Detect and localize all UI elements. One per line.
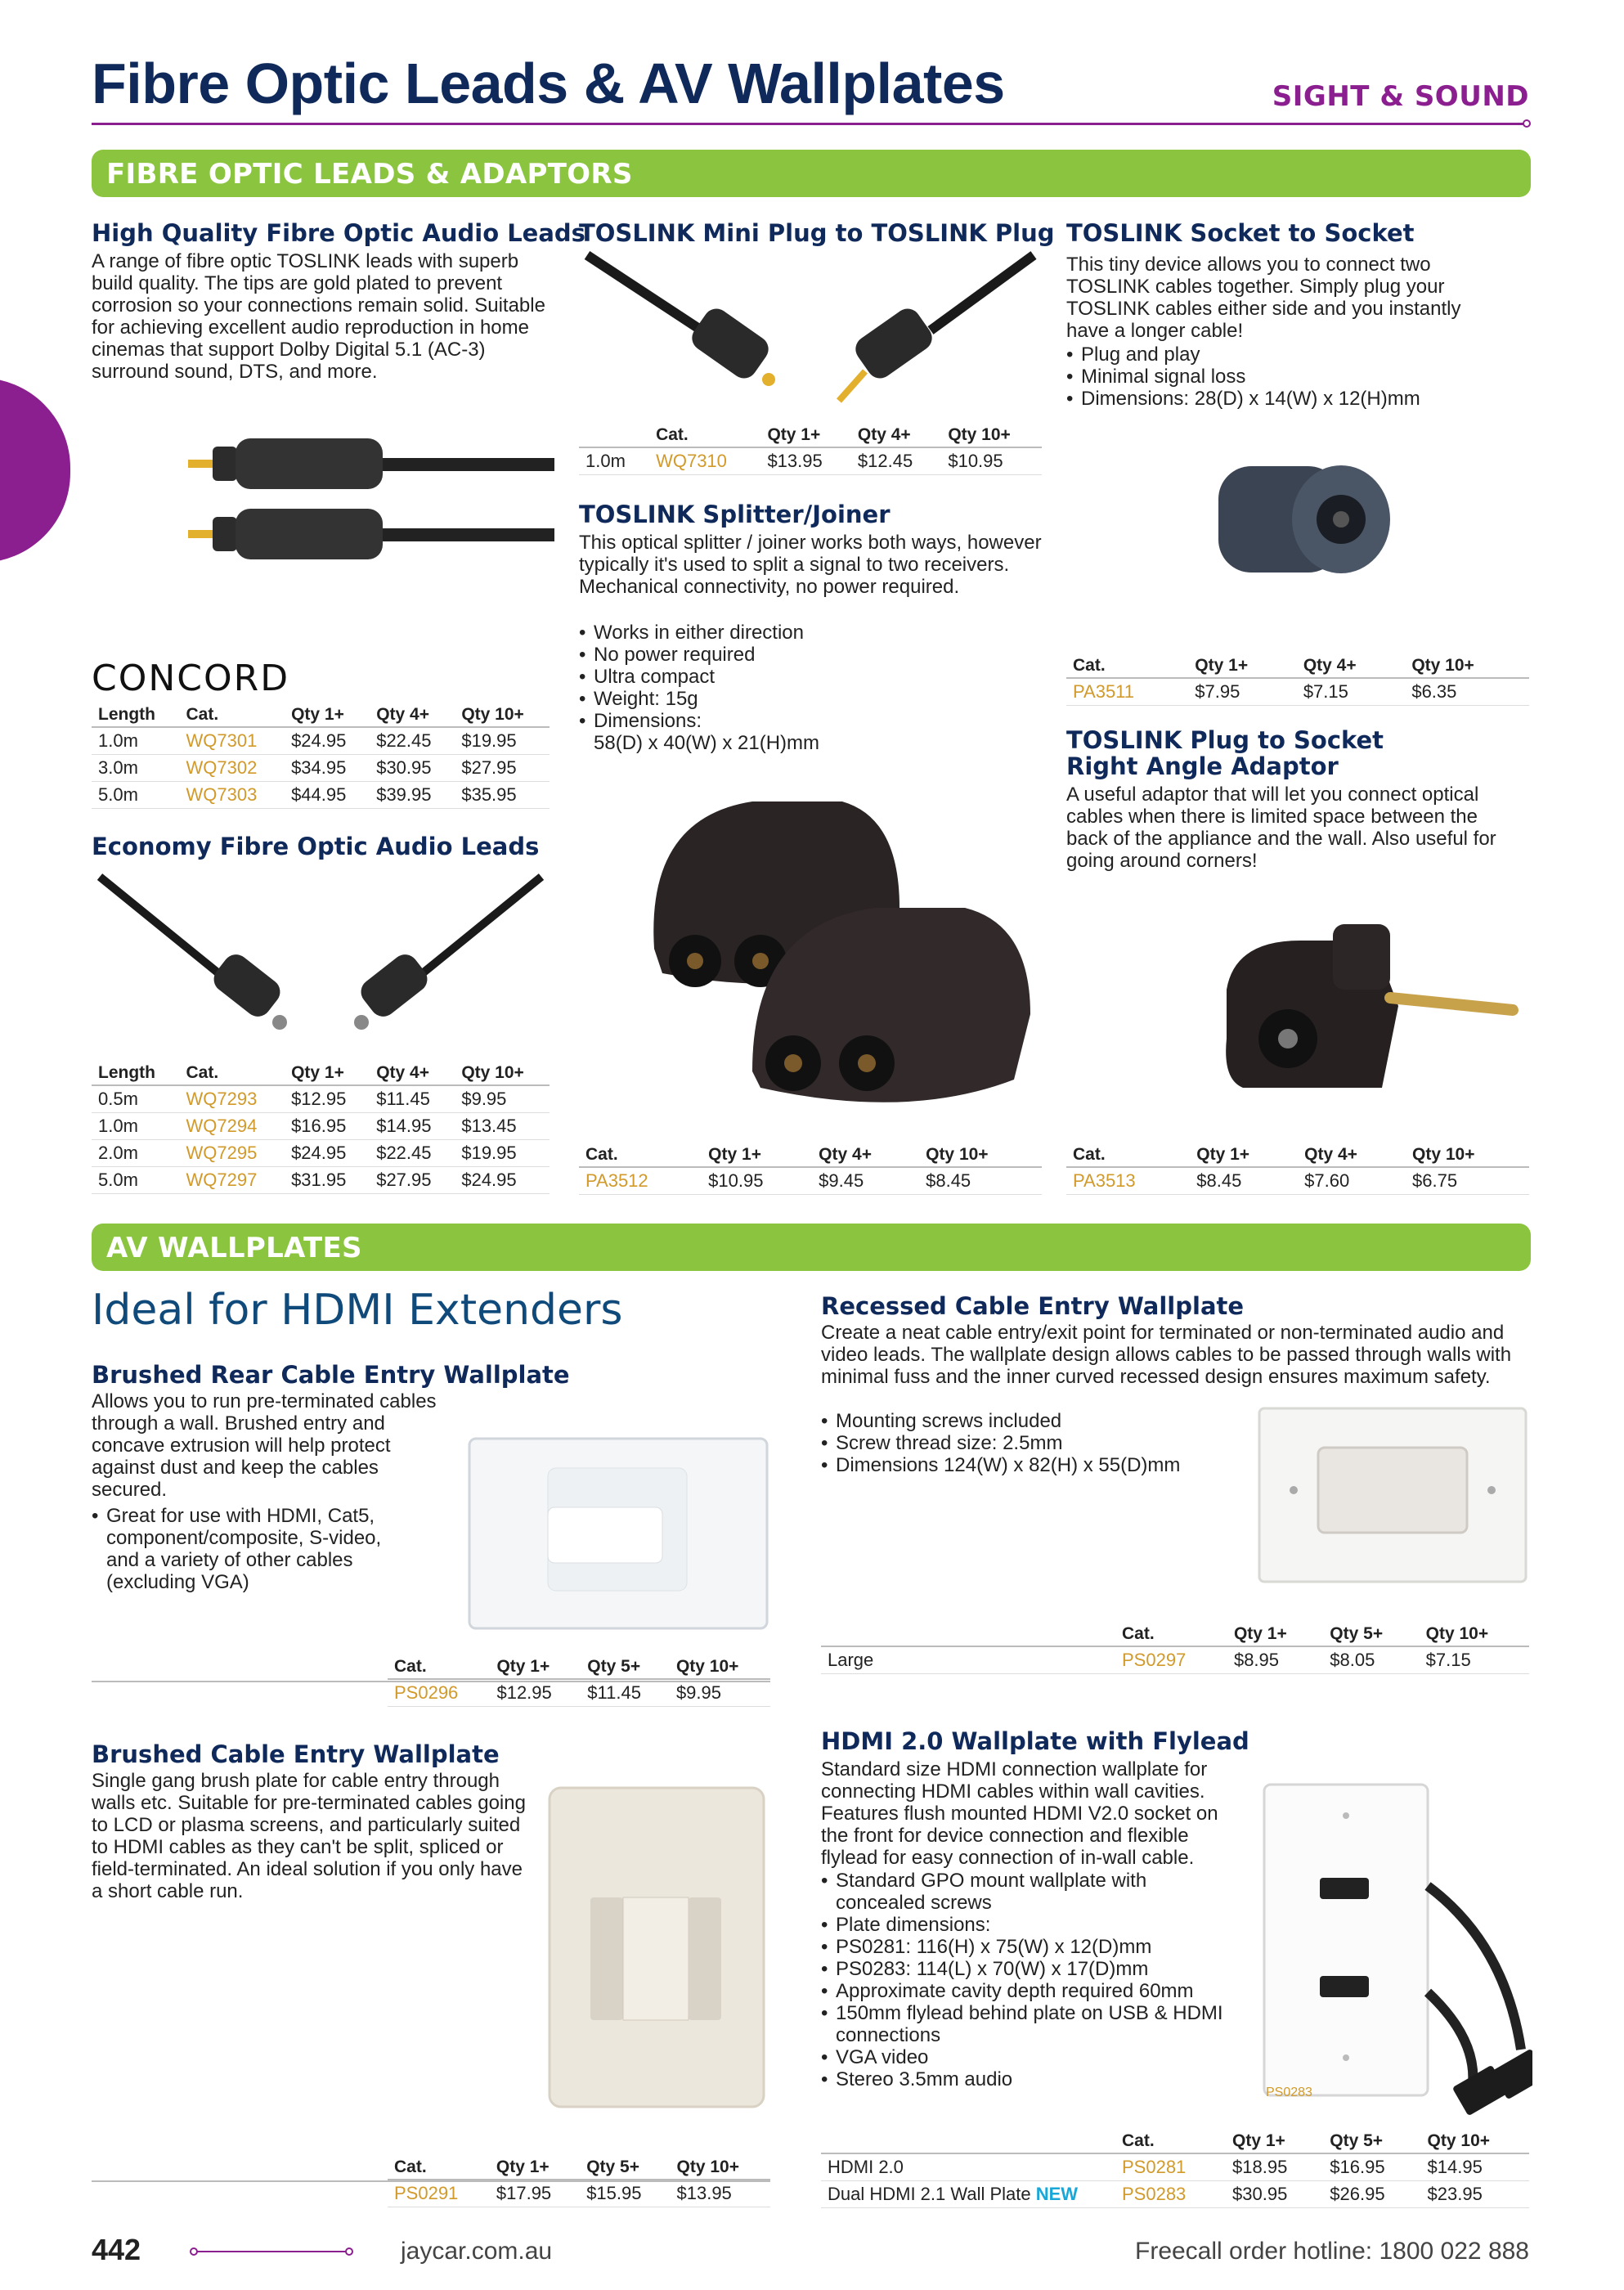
hdmi-extenders-heading: Ideal for HDMI Extenders bbox=[92, 1286, 623, 1335]
splitter-image bbox=[630, 785, 1047, 1129]
cell: $22.45 bbox=[370, 1140, 455, 1167]
brushed-table bbox=[388, 2156, 770, 2207]
cell: $35.95 bbox=[455, 782, 550, 809]
table-row bbox=[821, 2153, 1529, 2181]
cell: $8.45 bbox=[1190, 1167, 1298, 1195]
cell: $12.95 bbox=[285, 1085, 370, 1113]
col-header: Length bbox=[92, 1062, 180, 1085]
cell: 5.0m bbox=[92, 1167, 180, 1194]
splitter-dimensions: 58(D) x 40(W) x 21(H)mm bbox=[594, 732, 820, 754]
col-header: Cat. bbox=[1115, 1623, 1227, 1646]
recessed-table bbox=[821, 1623, 1529, 1674]
recessed-title: Recessed Cable Entry Wallplate bbox=[821, 1292, 1245, 1320]
bullet: • Mounting screws included bbox=[821, 1410, 1312, 1432]
cat-code[interactable]: PS0281 bbox=[1115, 2153, 1226, 2181]
mini-plug-table bbox=[579, 424, 1042, 475]
product-name: Dual HDMI 2.1 Wall Plate bbox=[828, 2184, 1031, 2204]
cell: $27.95 bbox=[455, 755, 550, 782]
bullet: • Standard GPO mount wallplate with concealed screws bbox=[821, 1870, 1230, 1914]
cell: $8.45 bbox=[919, 1167, 1042, 1195]
cell: $27.95 bbox=[370, 1167, 455, 1194]
cell: HDMI 2.0 bbox=[821, 2153, 1115, 2181]
bullet: • Ultra compact bbox=[579, 666, 1042, 688]
hdmi-wallplate-image bbox=[1259, 1780, 1532, 2115]
cell: $6.35 bbox=[1405, 678, 1529, 706]
col-header: Cat. bbox=[180, 703, 285, 727]
col-header: Qty 1+ bbox=[702, 1143, 812, 1167]
col-header: Qty 10+ bbox=[1421, 2130, 1529, 2153]
cell: $13.95 bbox=[671, 2180, 771, 2207]
rear-wallplate-bullets bbox=[92, 1505, 419, 1593]
col-header: Qty 1+ bbox=[1226, 2130, 1323, 2153]
splitter-bullets bbox=[579, 622, 1042, 732]
cell: $39.95 bbox=[370, 782, 455, 809]
cell: $30.95 bbox=[370, 755, 455, 782]
cell: $26.95 bbox=[1323, 2181, 1420, 2208]
bullet: • VGA video bbox=[821, 2046, 1230, 2068]
col-header: Qty 10+ bbox=[1406, 1143, 1529, 1167]
brushed-body: Single gang brush plate for cable entry through walls etc. Suitable for pre-terminated cables going to LCD or plasma screens, and particularly suited to HDMI cables as they can't be split, spliced or field-terminated. An ideal solution if you only have a short cable run. bbox=[92, 1770, 526, 1902]
bullet: • Dimensions: bbox=[579, 710, 1042, 732]
table-row bbox=[1066, 678, 1529, 706]
bullet: • No power required bbox=[579, 644, 1042, 666]
cell: $9.45 bbox=[812, 1167, 919, 1195]
rear-wallplate-body: Allows you to run pre-terminated cables through a wall. Brushed entry and concave extrusion will help protect against dust and keep the cables secured. bbox=[92, 1390, 437, 1501]
col-header: Qty 4+ bbox=[812, 1143, 919, 1167]
right-angle-title-2: Right Angle Adaptor bbox=[1066, 752, 1339, 780]
col-header: Qty 4+ bbox=[1298, 1143, 1406, 1167]
cell: $34.95 bbox=[285, 755, 370, 782]
cell: $11.45 bbox=[370, 1085, 455, 1113]
col-header: Qty 10+ bbox=[670, 1655, 770, 1679]
socket-title: TOSLINK Socket to Socket bbox=[1066, 219, 1415, 247]
cell: $9.95 bbox=[455, 1085, 550, 1113]
hq-leads-title: High Quality Fibre Optic Audio Leads bbox=[92, 219, 585, 247]
col-header: Qty 5+ bbox=[1323, 1623, 1419, 1646]
bullet: • Minimal signal loss bbox=[1066, 366, 1524, 388]
cell: $13.45 bbox=[455, 1113, 550, 1140]
cell: $13.95 bbox=[760, 447, 850, 475]
col-header: Cat. bbox=[1066, 654, 1188, 678]
cell: $12.95 bbox=[490, 1679, 581, 1707]
cell: $30.95 bbox=[1226, 2181, 1323, 2208]
bullet: • 150mm flylead behind plate on USB & HDMI connections bbox=[821, 2002, 1230, 2046]
col-header: Qty 10+ bbox=[941, 424, 1042, 447]
cat-code[interactable]: WQ7303 bbox=[180, 782, 285, 809]
cell: 1.0m bbox=[92, 727, 180, 755]
col-header: Qty 4+ bbox=[851, 424, 941, 447]
socket-body: This tiny device allows you to connect two TOSLINK cables together. Simply plug your TOSLINK cables either side and you instantly have a longer cable! bbox=[1066, 254, 1461, 342]
col-header: Qty 1+ bbox=[1227, 1623, 1323, 1646]
col-header: Qty 10+ bbox=[455, 703, 550, 727]
col-header: Qty 4+ bbox=[370, 703, 455, 727]
cell: $6.75 bbox=[1406, 1167, 1529, 1195]
col-header: Qty 4+ bbox=[1297, 654, 1406, 678]
table-row bbox=[92, 727, 550, 755]
cell: 1.0m bbox=[579, 447, 649, 475]
tab-marker bbox=[0, 378, 70, 563]
hotline: Freecall order hotline: 1800 022 888 bbox=[1135, 2238, 1529, 2265]
page-title: Fibre Optic Leads & AV Wallplates bbox=[92, 52, 1005, 115]
socket-image bbox=[1210, 458, 1406, 581]
cell: $31.95 bbox=[285, 1167, 370, 1194]
brushed-title: Brushed Cable Entry Wallplate bbox=[92, 1740, 500, 1768]
cat-code[interactable]: PS0283 bbox=[1115, 2181, 1226, 2208]
bullet: • Plate dimensions: bbox=[821, 1914, 1230, 1936]
col-header bbox=[579, 424, 649, 447]
col-header: Qty 1+ bbox=[285, 1062, 370, 1085]
cat-code[interactable]: WQ7295 bbox=[180, 1140, 285, 1167]
cat-code[interactable]: WQ7293 bbox=[180, 1085, 285, 1113]
col-header: Qty 1+ bbox=[1188, 654, 1297, 678]
recessed-bullets bbox=[821, 1410, 1312, 1476]
rear-wallplate-title: Brushed Rear Cable Entry Wallplate bbox=[92, 1361, 570, 1389]
table-row bbox=[92, 755, 550, 782]
hdmi-wallplate-body: Standard size HDMI connection wallplate for connecting HDMI cables within wall cavities. Features flush mounted HDMI V2.0 socket on the front for device connection and flexible flylead for easy connection of in-wall cable. bbox=[821, 1758, 1218, 1869]
cell: $8.05 bbox=[1323, 1646, 1419, 1674]
right-angle-image bbox=[1210, 908, 1537, 1112]
cell: 3.0m bbox=[92, 755, 180, 782]
cell: $24.95 bbox=[285, 727, 370, 755]
cell: $15.95 bbox=[580, 2180, 670, 2207]
dim-line: • PS0283: 114(L) x 70(W) x 17(D)mm bbox=[821, 1958, 1230, 1980]
dim-line: • PS0281: 116(H) x 75(W) x 12(D)mm bbox=[821, 1936, 1230, 1958]
splitter-table bbox=[579, 1143, 1042, 1195]
table-row bbox=[92, 1167, 550, 1194]
cell: 0.5m bbox=[92, 1085, 180, 1113]
cat-code[interactable]: WQ7301 bbox=[180, 727, 285, 755]
right-angle-table bbox=[1066, 1143, 1529, 1195]
section-tag: SIGHT & SOUND bbox=[1272, 80, 1529, 113]
footer-dot bbox=[190, 2247, 198, 2256]
cell: $44.95 bbox=[285, 782, 370, 809]
hq-leads-body: A range of fibre optic TOSLINK leads with superb build quality. The tips are gold plated to prevent corrosion so your connections remain solid. Suitable for achieving excellent audio reproduction in home cinemas that support Dolby Digital 5.1 (AC-3) surround sound, DTS, and more. bbox=[92, 250, 545, 383]
col-header: Cat. bbox=[1066, 1143, 1190, 1167]
cell: $8.95 bbox=[1227, 1646, 1323, 1674]
table-row bbox=[1066, 1167, 1529, 1195]
bullet: • Screw thread size: 2.5mm bbox=[821, 1432, 1312, 1454]
cell bbox=[821, 2181, 1115, 2208]
cell: $17.95 bbox=[490, 2180, 580, 2207]
hq-leads-table bbox=[92, 703, 550, 809]
cell: $24.95 bbox=[285, 1140, 370, 1167]
table-row bbox=[92, 1140, 550, 1167]
bullet: • Stereo 3.5mm audio bbox=[821, 2068, 1230, 2090]
cell: $12.45 bbox=[851, 447, 941, 475]
rear-wallplate-table bbox=[388, 1655, 770, 1707]
col-header: Cat. bbox=[388, 2156, 490, 2180]
hdmi-wallplate-title: HDMI 2.0 Wallplate with Flylead bbox=[821, 1727, 1249, 1755]
footer-dot bbox=[345, 2247, 353, 2256]
col-header: Qty 10+ bbox=[671, 2156, 771, 2180]
site-link[interactable]: jaycar.com.au bbox=[401, 2238, 553, 2265]
bullet: • Works in either direction bbox=[579, 622, 1042, 644]
cell: 1.0m bbox=[92, 1113, 180, 1140]
hdmi-wallplate-table bbox=[821, 2130, 1529, 2208]
col-header: Qty 1+ bbox=[490, 2156, 580, 2180]
cell: $7.95 bbox=[1188, 678, 1297, 706]
cat-code[interactable]: PA3511 bbox=[1066, 678, 1188, 706]
concord-logo: CONCORD bbox=[92, 658, 290, 699]
col-header: Cat. bbox=[649, 424, 760, 447]
cell: $10.95 bbox=[702, 1167, 812, 1195]
col-header: Qty 1+ bbox=[1190, 1143, 1298, 1167]
image-caption: PS0283 bbox=[1266, 2086, 1312, 2099]
col-header: Qty 1+ bbox=[760, 424, 850, 447]
cell: Large bbox=[821, 1646, 1115, 1674]
table-row bbox=[579, 1167, 1042, 1195]
cat-code[interactable]: WQ7310 bbox=[649, 447, 760, 475]
table-row bbox=[579, 447, 1042, 475]
cell: $23.95 bbox=[1421, 2181, 1529, 2208]
bullet: • Dimensions 124(W) x 82(H) x 55(D)mm bbox=[821, 1454, 1312, 1476]
economy-leads-title: Economy Fibre Optic Audio Leads bbox=[92, 833, 540, 860]
col-header: Cat. bbox=[579, 1143, 702, 1167]
col-header: Qty 5+ bbox=[581, 1655, 670, 1679]
socket-table bbox=[1066, 654, 1529, 706]
bullet: • Great for use with HDMI, Cat5, component/composite, S-video, and a variety of other cables (excluding VGA) bbox=[92, 1505, 419, 1593]
bullet: • Approximate cavity depth required 60mm bbox=[821, 1980, 1230, 2002]
cat-code[interactable]: PS0296 bbox=[388, 1679, 490, 1707]
col-header bbox=[821, 2130, 1115, 2153]
col-header bbox=[821, 1623, 1115, 1646]
cat-code[interactable]: PA3512 bbox=[579, 1167, 702, 1195]
bullet: • Dimensions: 28(D) x 14(W) x 12(H)mm bbox=[1066, 388, 1524, 410]
cell: $22.45 bbox=[370, 727, 455, 755]
col-header: Qty 1+ bbox=[285, 703, 370, 727]
cell: $24.95 bbox=[455, 1167, 550, 1194]
cat-code[interactable]: WQ7294 bbox=[180, 1113, 285, 1140]
col-header: Qty 10+ bbox=[455, 1062, 550, 1085]
cat-code[interactable]: PS0297 bbox=[1115, 1646, 1227, 1674]
col-header: Qty 10+ bbox=[1420, 1623, 1529, 1646]
col-header: Qty 5+ bbox=[1323, 2130, 1420, 2153]
col-header: Length bbox=[92, 703, 180, 727]
cell: $19.95 bbox=[455, 727, 550, 755]
new-badge: NEW bbox=[1035, 2184, 1079, 2204]
header-rule-dot bbox=[1523, 119, 1531, 128]
cell: $16.95 bbox=[1323, 2153, 1420, 2181]
table-row bbox=[821, 2181, 1529, 2208]
cat-code[interactable]: PS0291 bbox=[388, 2180, 490, 2207]
col-header: Cat. bbox=[180, 1062, 285, 1085]
col-header: Qty 4+ bbox=[370, 1062, 455, 1085]
section-bar-fibre: FIBRE OPTIC LEADS & ADAPTORS bbox=[92, 150, 1531, 197]
right-angle-title-1: TOSLINK Plug to Socket bbox=[1066, 726, 1384, 754]
cell: $7.15 bbox=[1297, 678, 1406, 706]
table-row bbox=[92, 782, 550, 809]
col-header: Qty 1+ bbox=[490, 1655, 581, 1679]
header-rule bbox=[92, 123, 1524, 125]
cell: $16.95 bbox=[285, 1113, 370, 1140]
mini-plug-image bbox=[579, 249, 1042, 409]
cell: $11.45 bbox=[581, 1679, 670, 1707]
cell: $9.95 bbox=[670, 1679, 770, 1707]
table-row bbox=[92, 1113, 550, 1140]
cell: $14.95 bbox=[1421, 2153, 1529, 2181]
right-angle-body: A useful adaptor that will let you connect optical cables when there is limited space between the back of the appliance and the wall. Also useful for going around corners! bbox=[1066, 784, 1496, 872]
col-header: Qty 5+ bbox=[580, 2156, 670, 2180]
cell: $18.95 bbox=[1226, 2153, 1323, 2181]
cell: 2.0m bbox=[92, 1140, 180, 1167]
page-number: 442 bbox=[92, 2233, 141, 2266]
cell: $14.95 bbox=[370, 1113, 455, 1140]
recessed-image bbox=[1256, 1405, 1529, 1585]
hq-leads-image bbox=[180, 424, 556, 571]
splitter-title: TOSLINK Splitter/Joiner bbox=[579, 501, 891, 528]
table-row bbox=[92, 1085, 550, 1113]
rear-wallplate-image bbox=[466, 1435, 770, 1632]
cell: $7.15 bbox=[1420, 1646, 1529, 1674]
socket-bullets bbox=[1066, 344, 1524, 410]
table-row bbox=[821, 1646, 1529, 1674]
economy-leads-table bbox=[92, 1062, 550, 1194]
recessed-body: Create a neat cable entry/exit point for terminated or non-terminated audio and video leads. The wallplate design allows cables to be passed through walls with minimal fuss and the inner curved recessed design ensures maximum safety. bbox=[821, 1322, 1512, 1388]
cat-code[interactable]: PA3513 bbox=[1066, 1167, 1190, 1195]
brushed-image bbox=[546, 1785, 767, 2110]
splitter-body: This optical splitter / joiner works both ways, however typically it's used to split a signal to two receivers. Mechanical connectivity, no power required. bbox=[579, 532, 1042, 598]
cat-code[interactable]: WQ7297 bbox=[180, 1167, 285, 1194]
cat-code[interactable]: WQ7302 bbox=[180, 755, 285, 782]
hdmi-wallplate-bullets bbox=[821, 1870, 1230, 2090]
bullet: • Weight: 15g bbox=[579, 688, 1042, 710]
col-header: Qty 10+ bbox=[1405, 654, 1529, 678]
table-row bbox=[388, 1679, 770, 1707]
footer-rule bbox=[195, 2251, 350, 2252]
section-bar-av: AV WALLPLATES bbox=[92, 1224, 1531, 1271]
col-header: Cat. bbox=[1115, 2130, 1226, 2153]
mini-plug-title: TOSLINK Mini Plug to TOSLINK Plug bbox=[579, 219, 1055, 247]
cell: $7.60 bbox=[1298, 1167, 1406, 1195]
col-header: Cat. bbox=[388, 1655, 490, 1679]
cell: $10.95 bbox=[941, 447, 1042, 475]
bullet: • Plug and play bbox=[1066, 344, 1524, 366]
col-header: Qty 10+ bbox=[919, 1143, 1042, 1167]
cell: $19.95 bbox=[455, 1140, 550, 1167]
cell: 5.0m bbox=[92, 782, 180, 809]
economy-leads-image bbox=[92, 869, 550, 1048]
table-row bbox=[388, 2180, 770, 2207]
